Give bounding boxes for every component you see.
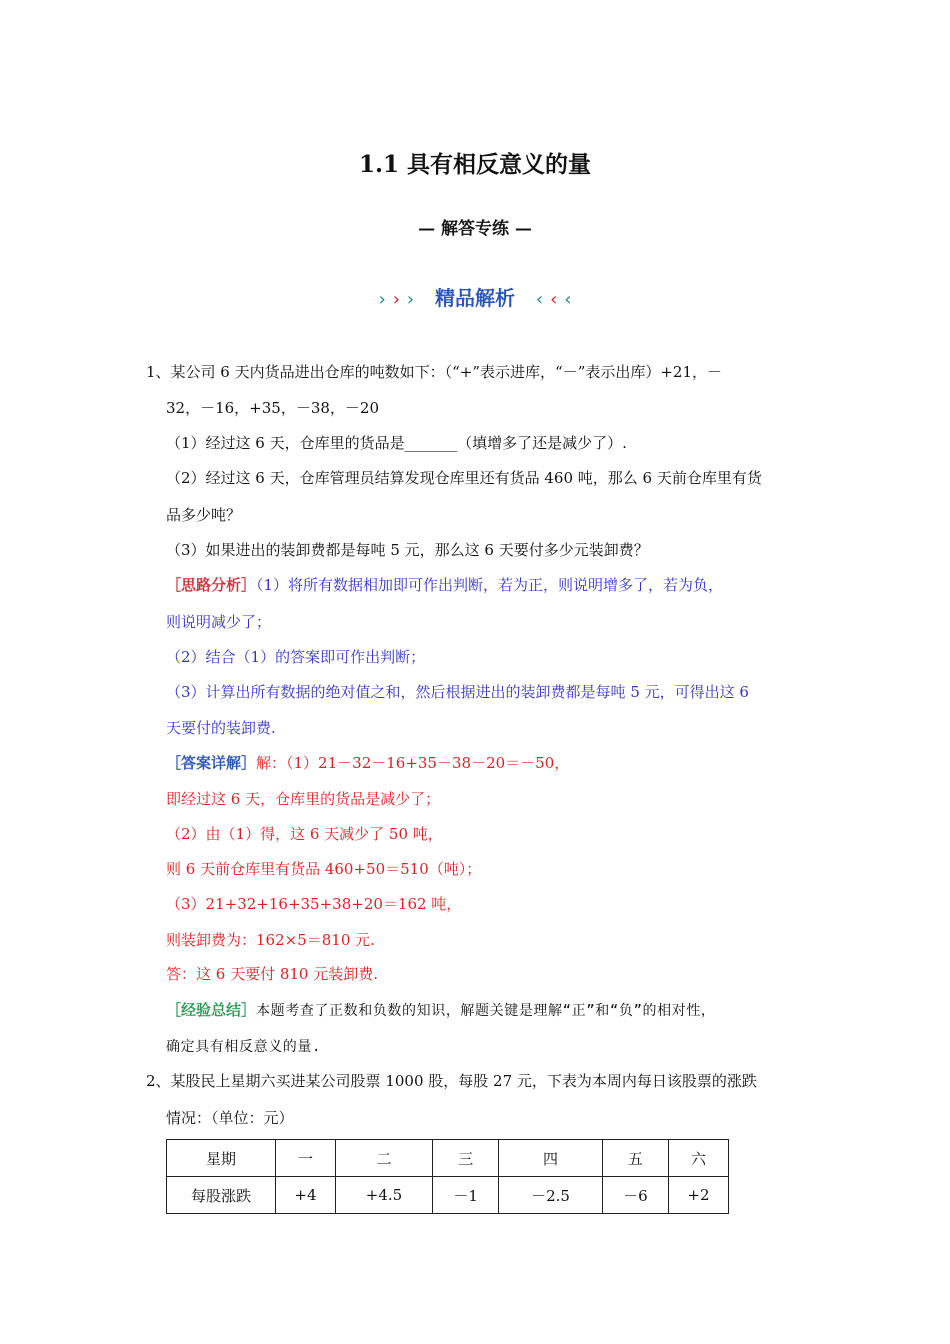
table-cell: －2.5 [499,1177,602,1214]
table-row [167,1177,729,1214]
chevron-right-icon: › [406,289,415,310]
q1-line1: 1、某公司 6 天内货品进出仓库的吨数如下：（“+”表示进库，“－”表示出库）+21，－ [146,363,723,381]
summary-line1: ［经验总结］本题考查了正数和负数的知识，解题关键是理解“正”和“负”的相对性， [166,1001,716,1019]
table-row-label: 每股涨跌 [167,1177,276,1214]
table-cell: －6 [602,1177,668,1214]
q1-part3: （3）如果进出的装卸费都是每吨 5 元，那么这 6 天要付多少元装卸费？ [166,541,649,559]
q2-line2: 情况：（单位：元） [166,1109,294,1127]
table-cell: 四 [499,1140,602,1177]
table-cell: 五 [602,1140,668,1177]
chevron-left-icon: ‹ [535,289,544,310]
answer-line3: （2）由（1）得，这 6 天减少了 50 吨， [166,825,443,843]
table-cell: +4 [276,1177,336,1214]
q2-line1: 2、某股民上星期六买进某公司股票 1000 股，每股 27 元，下表为本周内每日该股票的涨跌 [146,1072,757,1090]
analysis-line5: 天要付的装卸费. [166,719,276,737]
summary-line2: 确定具有相反意义的量. [166,1039,322,1055]
chevron-right-icon: › [392,289,400,310]
chevron-right-icon: › [378,289,386,310]
q1-line2: 32，－16，+35，－38，－20 [166,399,380,417]
table-row-label: 星期 [167,1140,276,1177]
page-subtitle: — 解答专练 — [418,219,532,239]
table-cell: +4.5 [335,1177,432,1214]
table-cell: +2 [668,1177,728,1214]
table-row [167,1140,729,1177]
section-heading [0,282,950,311]
answer-line6: 则装卸费为：162×5＝810 元. [166,931,375,949]
analysis-line2: 则说明减少了； [166,613,272,631]
table-cell: 三 [433,1140,499,1177]
stock-change-table [166,1139,729,1214]
analysis-line1: ［思路分析］（1）将所有数据相加即可作出判断，若为正，则说明增多了，若为负， [166,576,724,594]
analysis-line3: （2）结合（1）的答案即可作出判断； [166,648,426,666]
section-label: 精品解析 [435,286,515,310]
answer-line4: 则 6 天前仓库里有货品 460+50＝510（吨）； [166,860,482,878]
answer-line2: 即经过这 6 天，仓库里的货品是减少了； [166,790,441,808]
answer-line1: ［答案详解］解：（1）21－32－16+35－38－20＝－50， [166,754,570,772]
summary-tag: ［经验总结］ [166,1001,257,1019]
analysis-tag: ［思路分析］ [166,576,257,594]
q1-part2a: （2）经过这 6 天，仓库管理员结算发现仓库里还有货品 460 吨，那么 6 天前仓库里有货 [166,469,762,487]
page-title: 1.1 具有相反意义的量 [358,151,592,178]
analysis-line4: （3）计算出所有数据的绝对值之和，然后根据进出的装卸费都是每吨 5 元，可得出这 6 [166,683,749,701]
table-cell: 二 [335,1140,432,1177]
chevron-left-icon: ‹ [550,289,558,310]
q1-part1: （1）经过这 6 天，仓库里的货品是_______（填增多了还是减少了）. [166,434,627,452]
q1-part2b: 品多少吨？ [166,506,242,524]
table-cell: 一 [276,1140,336,1177]
chevron-left-icon: ‹ [564,289,572,310]
answer-tag: ［答案详解］ [166,754,257,772]
answer-line7: 答：这 6 天要付 810 元装卸费. [166,965,379,983]
table-cell: －1 [433,1177,499,1214]
answer-line5: （3）21+32+16+35+38+20＝162 吨， [166,895,462,913]
table-cell: 六 [668,1140,728,1177]
